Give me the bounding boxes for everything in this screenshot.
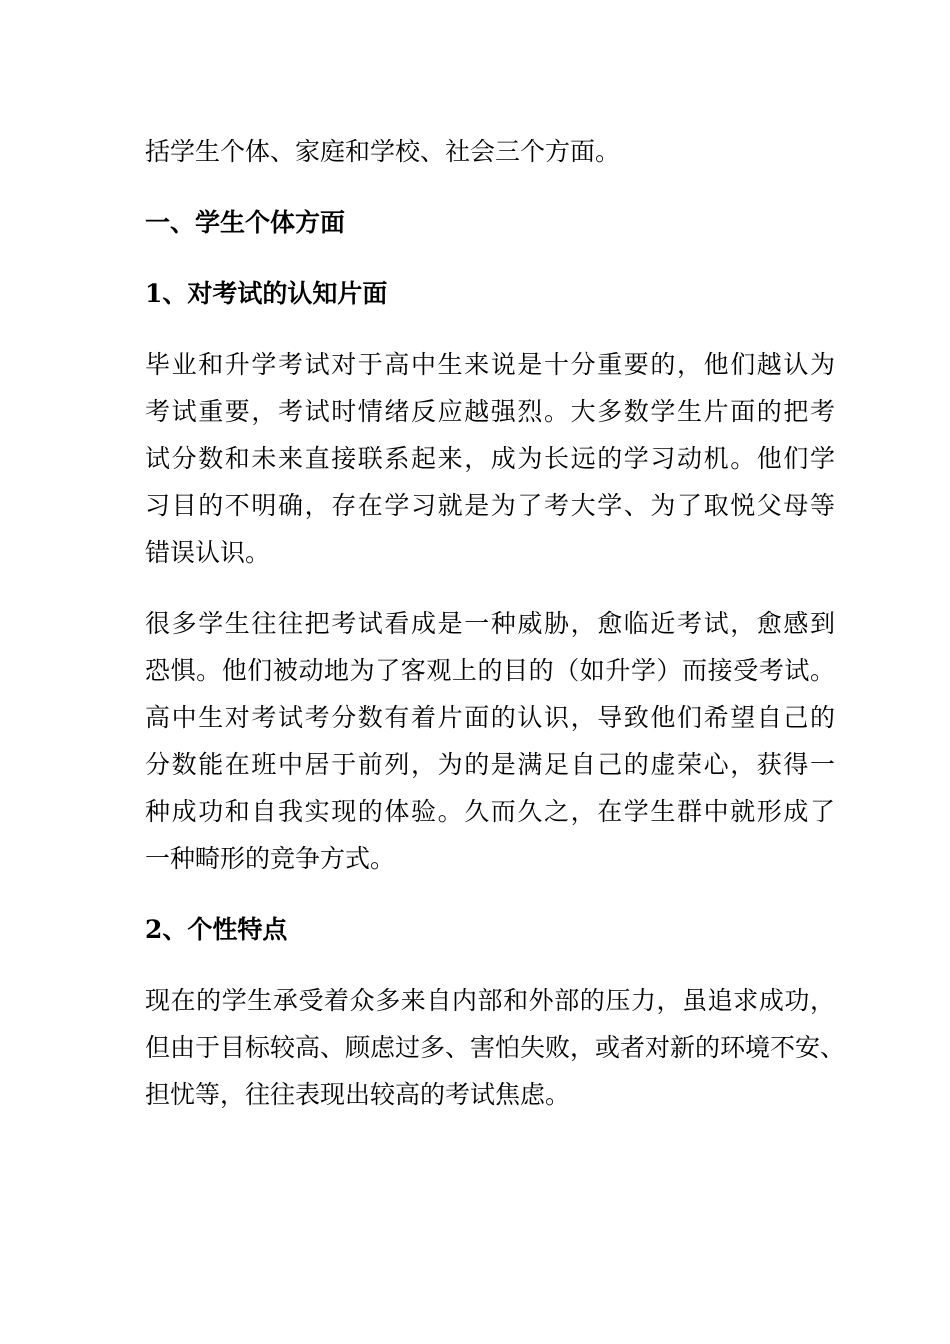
subheading-cognition — [145, 270, 835, 317]
section-heading-text: 一、学生个体方面 — [145, 208, 346, 237]
paragraph-line: 习目的不明确，存在学习就是为了考大学、为了取悦父母等 — [145, 491, 835, 520]
intro-line: 括学生个体、家庭和学校、社会三个方面。 — [145, 137, 621, 166]
paragraph-line: 恐惧。他们被动地为了客观上的目的（如升学）而接受考试。 — [145, 656, 835, 685]
paragraph-line: 很多学生往往把考试看成是一种威胁，愈临近考试，愈感到 — [145, 609, 835, 638]
paragraph-line: 高中生对考试考分数有着片面的认识，导致他们希望自己的 — [145, 703, 835, 732]
paragraph-line: 但由于目标较高、顾虑过多、害怕失败，或者对新的环境不安、 — [145, 1033, 846, 1062]
section-heading — [145, 199, 835, 246]
document-body — [145, 128, 846, 1118]
intro-paragraph — [145, 128, 835, 175]
subheading-cognition-text: 1、对考试的认知片面 — [145, 279, 388, 308]
paragraph-line: 错误认识。 — [145, 538, 271, 567]
subheading-personality-text: 2、个性特点 — [145, 915, 288, 944]
paragraph-line: 试分数和未来直接联系起来，成为长远的学习动机。他们学 — [145, 444, 835, 473]
paragraph-line: 现在的学生承受着众多来自内部和外部的压力，虽追求成功， — [145, 986, 835, 1015]
paragraph-line: 一种畸形的竞争方式。 — [145, 844, 396, 873]
paragraph-line: 种成功和自我实现的体验。久而久之，在学生群中就形成了 — [145, 797, 835, 826]
paragraph-line: 考试重要，考试时情绪反应越强烈。大多数学生片面的把考 — [145, 397, 835, 426]
paragraph-line: 分数能在班中居于前列，为的是满足自己的虚荣心，获得一 — [145, 750, 835, 779]
paragraph-exam-importance — [145, 341, 835, 576]
paragraph-pressure — [145, 977, 846, 1118]
paragraph-line: 毕业和升学考试对于高中生来说是十分重要的，他们越认为 — [145, 350, 835, 379]
paragraph-exam-threat — [145, 600, 835, 882]
paragraph-line: 担忧等，往往表现出较高的考试焦虑。 — [145, 1080, 571, 1109]
subheading-personality — [145, 906, 835, 953]
